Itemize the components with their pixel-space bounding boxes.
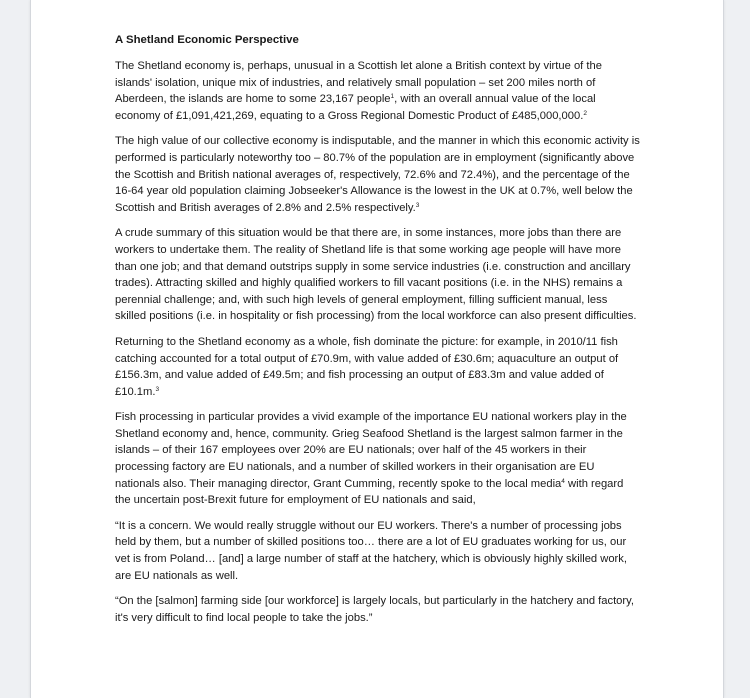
footnote-marker[interactable]: 4 [561, 477, 565, 485]
paragraph-employment [115, 133, 641, 216]
paragraph-text: with regard the uncertain post-Brexit future for employment of EU nationals and said, [115, 477, 624, 507]
paragraph-text: The Shetland economy is, perhaps, unusual in a Scottish let alone a British context by virtue of the islands' isolation, unique mix of industries, and relatively small population – set 200 miles north of Aberdeen, the islands are home to some 23,167 people [115, 60, 602, 106]
paragraph-population [115, 58, 641, 124]
paragraph-fish-processing [115, 409, 641, 509]
paragraph-text: , with an overall annual value of the local economy of £1,091,421,269, equating to a Gross Regional Domestic Product of £485,000,000. [115, 93, 596, 122]
quote-paragraph: “It is a concern. We would really struggle without our EU workers. There's a number of processing jobs held by them, but a number of skilled positions too… there are a lot of EU graduates working for us, our vet is from Poland… [and] a large number of staff at the hatchery, which is obviously highly skilled work, are EU nationals as well. [115, 519, 627, 582]
document-body [115, 32, 641, 635]
paragraph-fish-economy [115, 334, 641, 400]
footnote-marker[interactable]: 2 [583, 109, 587, 117]
footnote-marker[interactable]: 3 [155, 385, 160, 393]
footnote-marker[interactable]: 3 [415, 201, 420, 209]
paragraph-text: Fish processing in particular provides a vivid example of the importance EU national workers play in the Shetland economy and, hence, community. Grieg Seafood Shetland is the largest salmon farmer in the islands – of their 167 employees over 20% are EU nationals; over half of the 45 workers in their processing factory are EU nationals, and a number of skilled workers in their organisation are EU nationals also. Their managing director, Grant Cumming, recently spoke to the local media [115, 411, 627, 490]
quote-paragraph: “On the [salmon] farming side [our workforce] is largely locals, but particularly in the hatchery and factory, it's very difficult to find local people to take the jobs.” [115, 595, 634, 624]
paragraph-text: Returning to the Shetland economy as a whole, fish dominate the picture: for example, in 2010/11 fish catching accounted for a total output of £70.9m, with value added of £30.6m; aquaculture an output of £156.3m, and value added of £49.5m; and fish processing an output of £83.3m and value added of £10.1m. [115, 335, 619, 398]
paragraph-text: The high value of our collective economy is indisputable, and the manner in which this economic activity is performed is particularly noteworthy too – 80.7% of the population are in employment (significantly above the Scottish and British national averages of, respectively, 72.6% and 72.4%), and the percentage of the 16-64 year old population claiming Jobseeker's Allowance is the lowest in the UK at 0.7%, well below the Scottish and British averages of 2.8% and 2.5% respectively. [115, 135, 640, 214]
document-page [30, 0, 724, 698]
footnote-marker[interactable]: 1 [390, 93, 395, 101]
paragraph-summary: A crude summary of this situation would be that there are, in some instances, more jobs than there are workers to undertake them. The reality of Shetland life is that some working age people will have more than one job; and that demand outstrips supply in some service industries (i.e. construction and ancillary trades). Attracting skilled and highly qualified workers to fill vacant positions (i.e. in the NHS) remains a perennial challenge; and, with such high levels of general employment, filling sufficient manual, less skilled positions (i.e. in hospitality or fish processing) from the local workforce can also present difficulties. [115, 227, 637, 323]
document-heading: A Shetland Economic Perspective [115, 34, 299, 46]
